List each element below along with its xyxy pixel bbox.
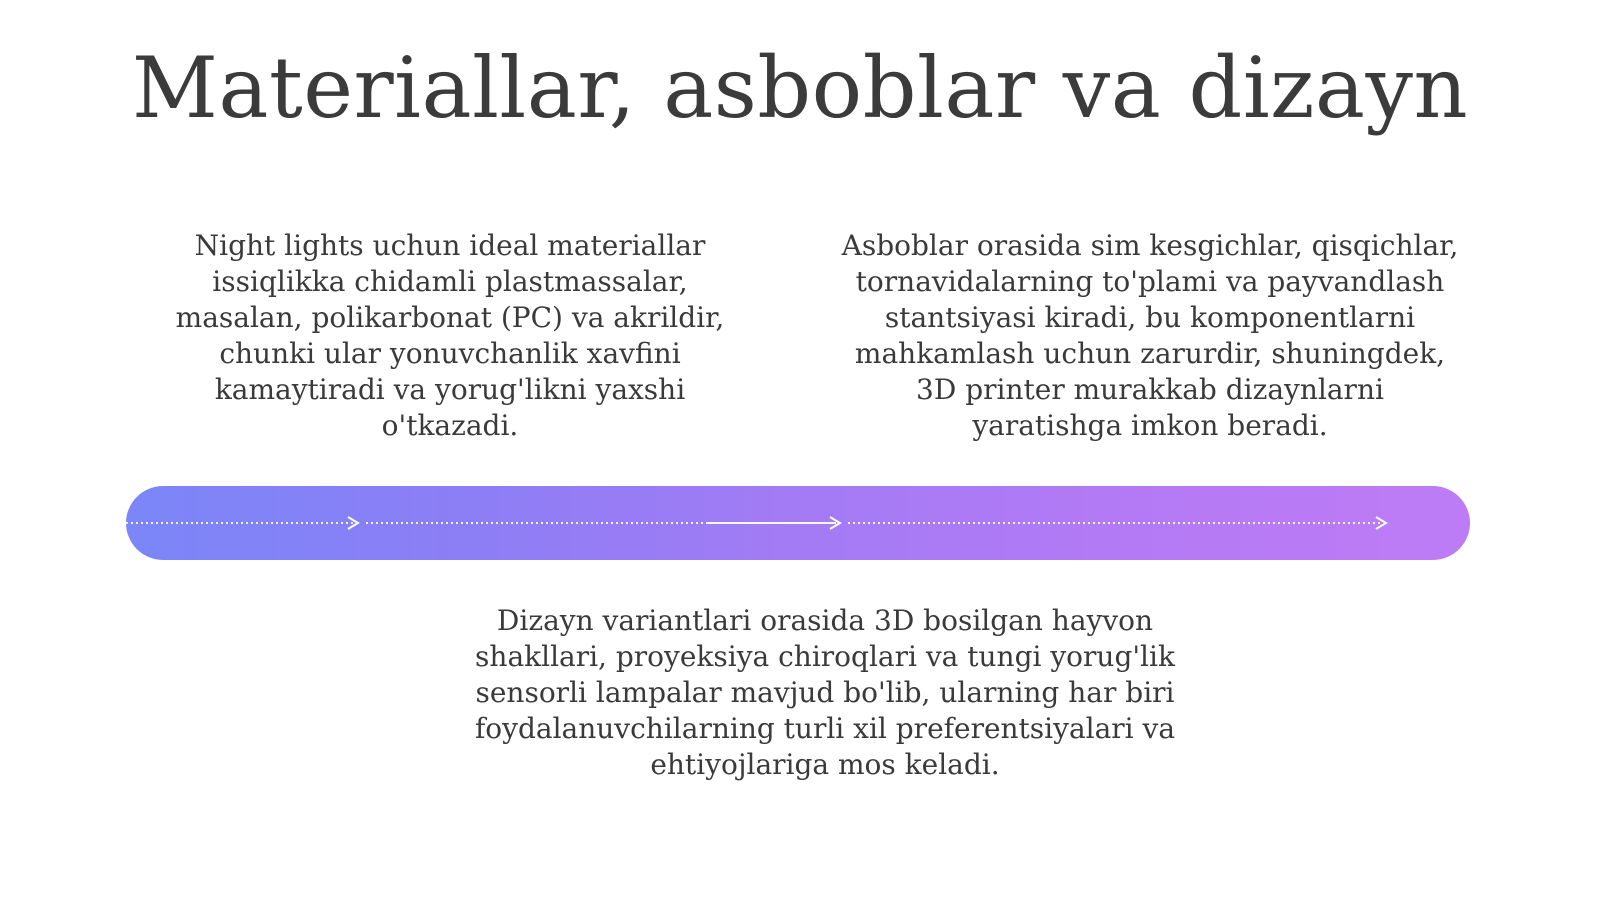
design-text: Dizayn variantlari orasida 3D bosilgan hayvon shakllari, proyeksiya chiroqlari va tungi yorug'lik sensorli lampalar mavjud bo'lib, ularning har biri foydalanuvchilarning turli xil preferentsiyalari va ehtiyojlariga mos keladi. (474, 604, 1176, 781)
arrow-right-icon (1376, 517, 1386, 529)
slide-title: Materiallar, asboblar va dizayn (131, 39, 1469, 137)
materials-text: Night lights uchun ideal materiallar issiqlikka chidamli plastmassalar, masalan, polikarbonat (PC) va akrildir, chunki ular yonuvchanlik xavfini kamaytiradi va yorug'likni yaxshi o'tkazadi. (175, 229, 725, 442)
timeline-arrows (126, 486, 1470, 560)
timeline-bar (126, 486, 1470, 560)
tools-text: Asboblar orasida sim kesgichlar, qisqichlar, tornavidalarning to'plami va payvandlash stantsiyasi kiradi, bu komponentlarni mahkamlash uchun zarurdir, shuningdek, 3D printer murakkab dizaynlarni yaratishga imkon beradi. (841, 229, 1459, 442)
arrow-right-icon (348, 517, 358, 529)
